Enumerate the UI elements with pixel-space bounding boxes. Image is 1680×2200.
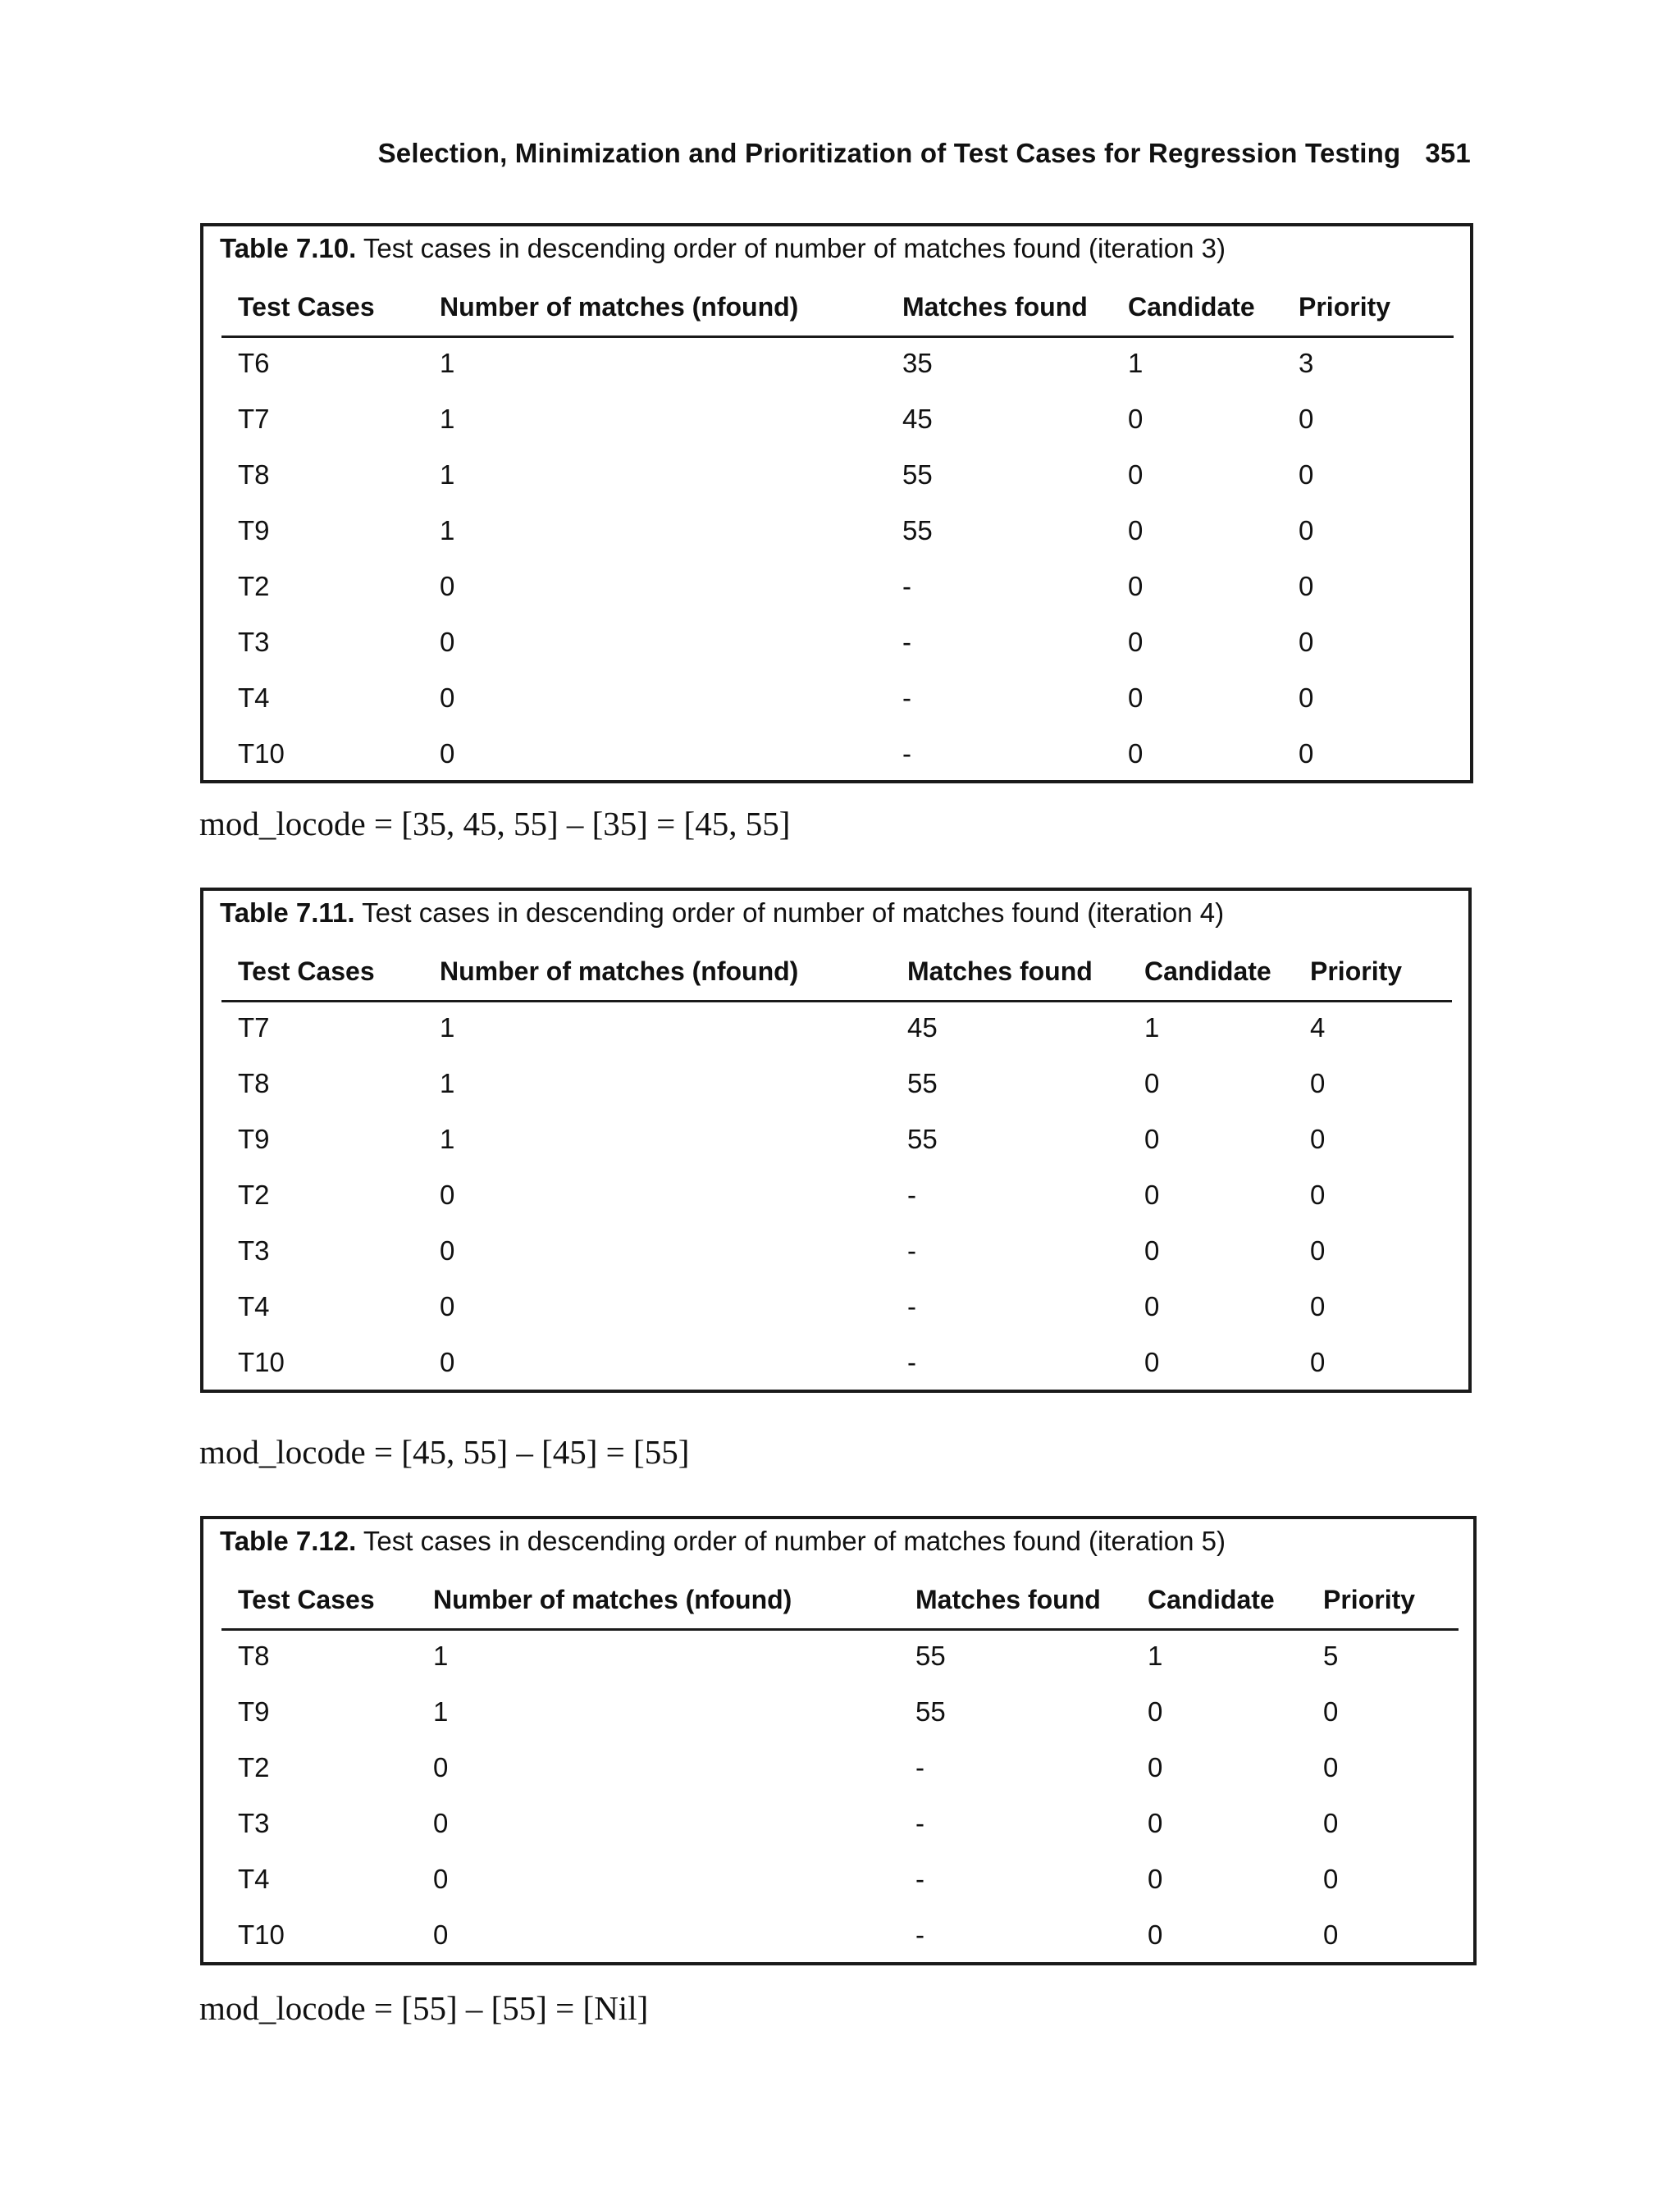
cell-test-case: T2 [238,1752,270,1782]
cell-priority: 0 [1310,1124,1326,1154]
cell-candidate: 0 [1128,738,1144,769]
cell-test-case: T4 [238,1291,270,1321]
cell-priority: 0 [1299,627,1314,657]
header-nfound: Number of matches (nfound) [440,956,799,986]
cell-matches-found: - [907,1235,916,1266]
cell-nfound: 0 [433,1752,449,1782]
cell-matches-found: - [902,627,911,657]
cell-priority: 0 [1299,682,1314,713]
cell-matches-found: - [915,1752,924,1782]
cell-priority: 5 [1323,1641,1339,1671]
cell-priority: 0 [1310,1347,1326,1377]
cell-priority: 4 [1310,1012,1326,1043]
cell-nfound: 1 [440,404,455,434]
cell-priority: 0 [1299,571,1314,601]
cell-candidate: 0 [1148,1808,1163,1838]
cell-test-case: T7 [238,1012,270,1043]
cell-candidate: 1 [1128,348,1144,378]
cell-priority: 0 [1323,1864,1339,1894]
header-candidate: Candidate [1144,956,1271,986]
cell-test-case: T4 [238,682,270,713]
cell-test-case: T10 [238,1347,285,1377]
cell-candidate: 0 [1144,1068,1160,1098]
header-priority: Priority [1299,292,1391,322]
cell-matches-found: - [902,682,911,713]
cell-matches-found: 45 [902,404,933,434]
cell-matches-found: - [907,1347,916,1377]
table-label: Table 7.12. [220,1526,357,1556]
cell-nfound: 0 [440,1180,455,1210]
cell-matches-found: - [907,1180,916,1210]
cell-priority: 0 [1323,1919,1339,1950]
cell-priority: 0 [1323,1808,1339,1838]
cell-priority: 0 [1299,459,1314,490]
table-caption [220,1526,1226,1557]
cell-test-case: T2 [238,1180,270,1210]
header-priority: Priority [1310,956,1403,986]
cell-candidate: 0 [1144,1235,1160,1266]
cell-test-case: T3 [238,1235,270,1266]
running-head-title: Selection, Minimization and Prioritization of Test Cases for Regression Testing [377,138,1401,168]
cell-matches-found: 45 [907,1012,938,1043]
cell-priority: 0 [1323,1752,1339,1782]
table-7-10 [200,223,1473,783]
cell-test-case: T8 [238,1641,270,1671]
cell-nfound: 0 [433,1808,449,1838]
cell-nfound: 1 [440,515,455,545]
header-test-cases: Test Cases [238,956,375,986]
cell-nfound: 0 [440,1291,455,1321]
cell-priority: 3 [1299,348,1314,378]
cell-candidate: 0 [1148,1864,1163,1894]
table-label: Table 7.11. [220,897,355,928]
cell-matches-found: 55 [902,459,933,490]
cell-priority: 0 [1299,404,1314,434]
cell-test-case: T7 [238,404,270,434]
cell-candidate: 0 [1144,1124,1160,1154]
header-matches-found: Matches found [907,956,1093,986]
header-matches-found: Matches found [915,1585,1101,1614]
cell-matches-found: 55 [902,515,933,545]
cell-candidate: 0 [1144,1291,1160,1321]
cell-nfound: 1 [440,348,455,378]
cell-candidate: 0 [1148,1752,1163,1782]
running-header [0,138,1471,169]
cell-test-case: T3 [238,1808,270,1838]
cell-candidate: 0 [1128,404,1144,434]
cell-test-case: T9 [238,1124,270,1154]
cell-priority: 0 [1299,515,1314,545]
header-candidate: Candidate [1148,1585,1275,1614]
equation-1: mod_locode = [35, 45, 55] – [35] = [45, 55] [199,805,791,842]
cell-matches-found: 55 [907,1068,938,1098]
cell-nfound: 0 [440,738,455,769]
cell-matches-found: - [915,1808,924,1838]
cell-nfound: 0 [433,1864,449,1894]
cell-matches-found: 55 [907,1124,938,1154]
cell-test-case: T8 [238,1068,270,1098]
cell-matches-found: 55 [915,1641,946,1671]
cell-candidate: 0 [1128,682,1144,713]
cell-nfound: 1 [433,1641,449,1671]
cell-nfound: 0 [433,1919,449,1950]
cell-candidate: 1 [1144,1012,1160,1043]
cell-nfound: 0 [440,1347,455,1377]
cell-nfound: 1 [440,459,455,490]
table-7-12 [200,1516,1477,1965]
header-nfound: Number of matches (nfound) [440,292,799,322]
cell-nfound: 0 [440,682,455,713]
table-caption [220,233,1226,264]
table-caption-text: Test cases in descending order of number of matches found (iteration 4) [362,897,1225,928]
page-number: 351 [1425,138,1471,168]
table-caption-text: Test cases in descending order of number of matches found (iteration 3) [363,233,1226,263]
cell-candidate: 0 [1148,1919,1163,1950]
cell-priority: 0 [1310,1291,1326,1321]
cell-test-case: T10 [238,1919,285,1950]
cell-priority: 0 [1310,1068,1326,1098]
cell-priority: 0 [1299,738,1314,769]
cell-priority: 0 [1310,1180,1326,1210]
header-nfound: Number of matches (nfound) [433,1585,792,1614]
cell-priority: 0 [1310,1235,1326,1266]
cell-candidate: 0 [1128,459,1144,490]
cell-matches-found: - [915,1919,924,1950]
cell-candidate: 0 [1144,1347,1160,1377]
cell-test-case: T6 [238,348,270,378]
cell-test-case: T10 [238,738,285,769]
cell-candidate: 0 [1148,1696,1163,1727]
table-caption-text: Test cases in descending order of number of matches found (iteration 5) [363,1526,1226,1556]
header-matches-found: Matches found [902,292,1088,322]
cell-nfound: 1 [440,1124,455,1154]
table-label: Table 7.10. [220,233,357,263]
cell-nfound: 0 [440,627,455,657]
cell-candidate: 0 [1128,627,1144,657]
cell-priority: 0 [1323,1696,1339,1727]
header-test-cases: Test Cases [238,292,375,322]
cell-test-case: T9 [238,515,270,545]
cell-nfound: 1 [433,1696,449,1727]
table-caption [220,897,1224,929]
cell-nfound: 0 [440,571,455,601]
cell-matches-found: - [902,738,911,769]
cell-matches-found: 55 [915,1696,946,1727]
cell-candidate: 0 [1144,1180,1160,1210]
cell-nfound: 0 [440,1235,455,1266]
header-priority: Priority [1323,1585,1416,1614]
cell-test-case: T4 [238,1864,270,1894]
header-rule [221,1628,1459,1631]
cell-test-case: T2 [238,571,270,601]
equation-3: mod_locode = [55] – [55] = [Nil] [199,1989,649,2027]
cell-matches-found: - [915,1864,924,1894]
cell-candidate: 1 [1148,1641,1163,1671]
cell-nfound: 1 [440,1068,455,1098]
cell-test-case: T9 [238,1696,270,1727]
cell-test-case: T3 [238,627,270,657]
cell-matches-found: 35 [902,348,933,378]
cell-test-case: T8 [238,459,270,490]
cell-matches-found: - [907,1291,916,1321]
table-7-11 [200,888,1472,1393]
cell-candidate: 0 [1128,515,1144,545]
header-candidate: Candidate [1128,292,1255,322]
equation-2: mod_locode = [45, 55] – [45] = [55] [199,1433,690,1471]
cell-matches-found: - [902,571,911,601]
cell-candidate: 0 [1128,571,1144,601]
header-rule [221,335,1454,338]
header-test-cases: Test Cases [238,1585,375,1614]
header-rule [221,1000,1452,1002]
cell-nfound: 1 [440,1012,455,1043]
